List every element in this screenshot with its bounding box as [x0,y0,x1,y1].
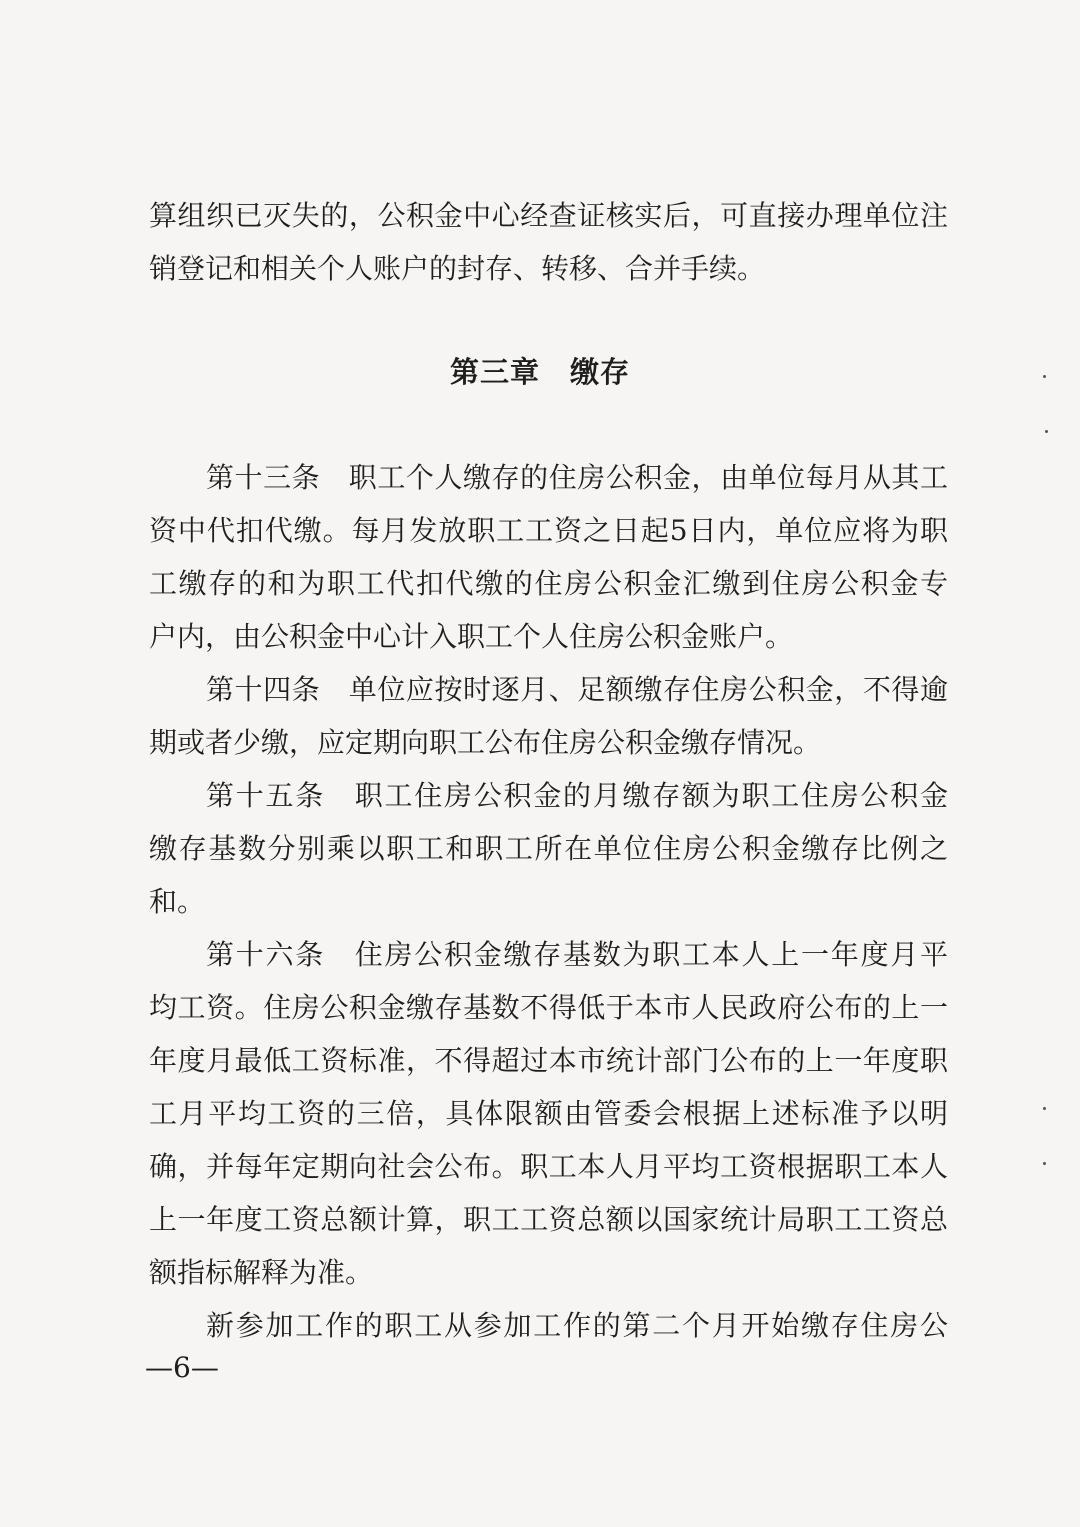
article-16-line: 上一年度工资总额计算，职工工资总额以国家统计局职工工资总 [149,1203,948,1236]
article-16-line: 工月平均工资的三倍，具体限额由管委会根据上述标准予以明 [149,1097,948,1130]
article-15-line: 和。 [149,885,206,918]
article-16-line: 额指标解释为准。 [149,1256,374,1289]
article-16-line: 第十六条 住房公积金缴存基数为职工本人上一年度月平 [206,938,948,971]
article-14-line: 第十四条 单位应按时逐月、足额缴存住房公积金，不得逾 [206,673,948,706]
scan-speck [1043,375,1046,378]
article-16-line: 确，并每年定期向社会公布。职工本人月平均工资根据职工本人 [149,1150,948,1183]
chapter-title: 缴存 [570,355,631,389]
text-line: 新参加工作的职工从参加工作的第二个月开始缴存住房公 [206,1309,948,1342]
scan-speck [1045,430,1048,433]
article-15-line: 第十五条 职工住房公积金的月缴存额为职工住房公积金 [206,779,948,812]
page-number: —6— [145,1351,219,1384]
article-13-line: 工缴存的和为职工代扣代缴的住房公积金汇缴到住房公积金专 [149,567,948,600]
article-16-line: 年度月最低工资标准，不得超过本市统计部门公布的上一年度职 [149,1044,948,1077]
scan-speck [1043,1162,1046,1165]
article-14-line: 期或者少缴，应定期向职工公布住房公积金缴存情况。 [149,726,822,759]
chapter-number: 第三章 [449,355,540,389]
chapter-heading [0,352,1080,392]
text-line: 销登记和相关个人账户的封存、转移、合并手续。 [149,252,766,285]
article-13-line: 第十三条 职工个人缴存的住房公积金，由单位每月从其工 [206,461,948,494]
article-13-line: 资中代扣代缴。每月发放职工工资之日起5日内，单位应将为职 [149,514,948,547]
text-line: 算组织已灭失的，公积金中心经查证核实后，可直接办理单位注 [149,199,948,232]
scan-speck [1043,1107,1046,1110]
article-16-line: 均工资。住房公积金缴存基数不得低于本市人民政府公布的上一 [149,991,948,1024]
article-15-line: 缴存基数分别乘以职工和职工所在单位住房公积金缴存比例之 [149,832,948,865]
article-13-line: 户内，由公积金中心计入职工个人住房公积金账户。 [149,620,794,653]
